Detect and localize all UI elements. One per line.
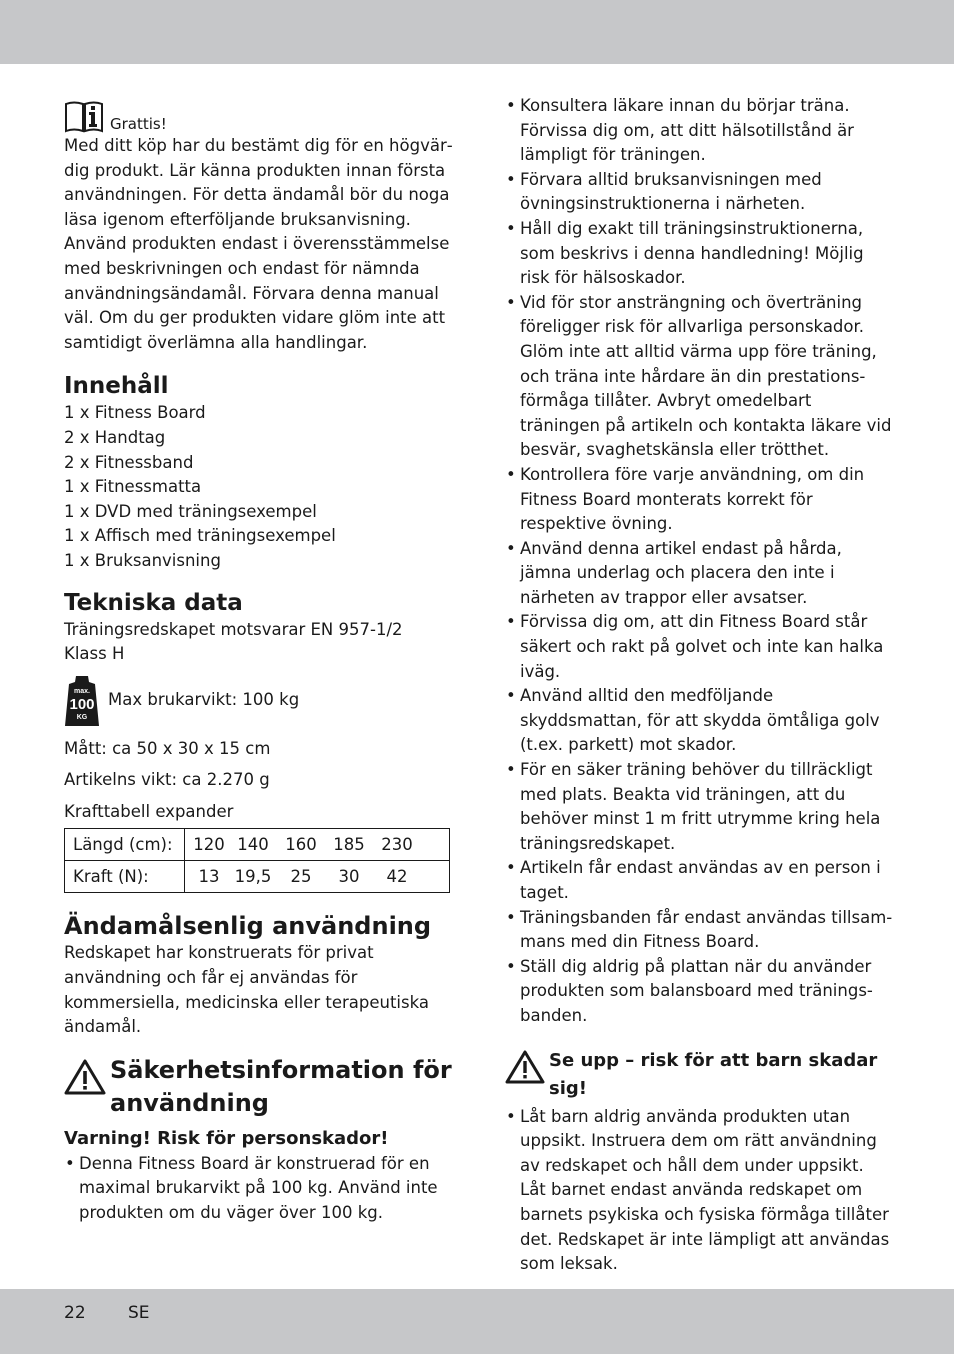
weight-icon-top: max.: [74, 687, 90, 695]
tech-standard: Träningsredskapet motsvarar EN 957-1/2: [64, 619, 403, 639]
table-cell: 160: [285, 834, 317, 854]
contents-heading: Innehåll: [64, 373, 169, 400]
list-item: • Kontrollera före varje användning, om din Fitness Board monterats korrekt för respektive övning.: [505, 463, 895, 537]
header-bar: [0, 0, 954, 64]
safety-list-left: [64, 1152, 456, 1226]
max-weight-row: [64, 673, 456, 729]
safety-list-right: [505, 94, 895, 1029]
table-cell-values: [185, 861, 450, 893]
list-item: 2 x Handtag: [64, 427, 166, 447]
table-row: [65, 829, 450, 861]
list-item: • Använd alltid den medföljande skyddsmattan, för att skydda ömtåliga golv (t.ex. parkett) mot skador.: [505, 684, 895, 758]
list-item: 1 x Bruksanvisning: [64, 550, 221, 570]
weight-icon-unit: KG: [76, 713, 88, 721]
table-cell-label: Kraft (N):: [65, 861, 185, 893]
table-cell: 19,5: [234, 866, 272, 886]
safety-heading-row: [64, 1054, 456, 1120]
language-code: SE: [128, 1303, 150, 1323]
list-item: [505, 1105, 895, 1277]
list-item-text: Låt barn aldrig använda produkten utan uppsikt. Instruera dem om rätt användning av redskapet och håll dem under uppsikt.: [520, 1106, 877, 1175]
list-item: 2 x Fitnessband: [64, 452, 194, 472]
tech-heading: Tekniska data: [64, 589, 243, 616]
safety-heading: Säkerhetsinformation för användning: [110, 1055, 452, 1117]
intro-title: Grattis!: [110, 115, 167, 133]
table-cell: 185: [333, 834, 365, 854]
left-column: [64, 94, 456, 1226]
table-row: [65, 861, 450, 893]
children-list: [505, 1105, 895, 1277]
table-cell: 140: [237, 834, 269, 854]
warning-icon: [64, 1058, 106, 1096]
force-table-title: Krafttabell expander: [64, 801, 234, 821]
table-cell-label: Längd (cm):: [65, 829, 185, 861]
list-item: 1 x Fitness Board: [64, 403, 206, 423]
list-item: 1 x Fitnessmatta: [64, 477, 202, 497]
table-cell: 120: [193, 834, 225, 854]
list-item: • Håll dig exakt till träningsinstruktionerna, som beskrivs i denna handledning! Möjlig risk för hälsoskador.: [505, 217, 895, 291]
list-item-text-cont: Låt barnet endast använda redskapet om barnets psykiska och fysiska förmåga tillåter det. Redskapet är inte lämpligt att användas som leksak.: [520, 1180, 890, 1274]
list-item: • Konsultera läkare innan du börjar träna. Förvissa dig om, att ditt hälsotillstånd är lämpligt för träningen.: [505, 94, 895, 168]
usage-text: Redskapet har konstruerats för privat användning och får ej användas för kommersiella, medicinska eller terapeutiska ändamål.: [64, 943, 429, 1037]
children-warning-row: [505, 1047, 895, 1103]
warning-icon: [505, 1049, 545, 1085]
list-item: 1 x Affisch med träningsexempel: [64, 526, 336, 546]
contents-list: [64, 401, 456, 573]
tech-class: Klass H: [64, 644, 125, 664]
read-manual-icon: [64, 100, 104, 134]
list-item: • Denna Fitness Board är konstruerad för en maximal brukarvikt på 100 kg. Använd inte produkten om du väger över 100 kg.: [64, 1152, 456, 1226]
table-cell: 30: [338, 866, 360, 886]
list-item: 1 x DVD med träningsexempel: [64, 501, 317, 521]
list-item: • Förvara alltid bruksanvisningen med övningsinstruktionerna i närheten.: [505, 168, 895, 217]
list-item: • Träningsbanden får endast användas tillsammans med din Fitness Board.: [505, 906, 895, 955]
list-item: • Vid för stor ansträngning och överträning föreligger risk för allvarliga personskador. Glöm inte att alltid värma upp före träning, och träna inte hårdare än din prestationsförmåga tillåter. Avbryt omedelbart träningen på artikeln och kontakta läkare vid besvär, svaghetskänsla eller trötthet.: [505, 291, 895, 463]
usage-heading: Ändamålsenlig användning: [64, 912, 432, 941]
weight-icon: [64, 674, 100, 728]
warning-subheading: Varning! Risk för personskador!: [64, 1127, 389, 1149]
list-item: • Artikeln får endast användas av en person i taget.: [505, 856, 895, 905]
article-weight-text: Artikelns vikt: ca 2.270 g: [64, 770, 270, 790]
list-item: • Använd denna artikel endast på hårda, jämna underlag och placera den inte i närheten av trappor eller avsatser.: [505, 537, 895, 611]
dimensions-text: Mått: ca 50 x 30 x 15 cm: [64, 738, 271, 758]
page-number: 22: [64, 1303, 86, 1323]
table-cell: 25: [290, 866, 312, 886]
right-column: [505, 94, 895, 1277]
list-item: • Ställ dig aldrig på plattan när du använder produkten som balansboard med träningsbanden.: [505, 955, 895, 1029]
intro-heading: [64, 94, 456, 134]
intro-text: Med ditt köp har du bestämt dig för en högvärdig produkt. Lär känna produkten innan första användningen. För detta ändamål bör du noga läsa igenom efterföljande bruksanvisning. Använd produkten endast i överensstämmelse med beskrivningen och endast för nämnda användningsändamål. Förvara denna manual väl. Om du ger produkten vidare glöm inte att samtidigt överlämna alla handlingar.: [64, 136, 453, 352]
list-item: • För en säker träning behöver du tillräckligt med plats. Beakta vid träningen, att du behöver minst 1 m fritt utrymme kring hela träningsredskapet.: [505, 758, 895, 856]
table-cell: 13: [198, 866, 220, 886]
force-table: [64, 828, 450, 893]
table-cell-values: [185, 829, 450, 861]
table-cell: 230: [381, 834, 413, 854]
children-warning-heading: Se upp – risk för att barn skadar sig!: [549, 1049, 878, 1099]
max-weight-text: Max brukarvikt: 100 kg: [108, 690, 300, 710]
weight-icon-value: 100: [69, 695, 95, 713]
table-cell: 42: [386, 866, 408, 886]
list-item: • Förvissa dig om, att din Fitness Board står säkert och rakt på golvet och inte kan halka iväg.: [505, 610, 895, 684]
